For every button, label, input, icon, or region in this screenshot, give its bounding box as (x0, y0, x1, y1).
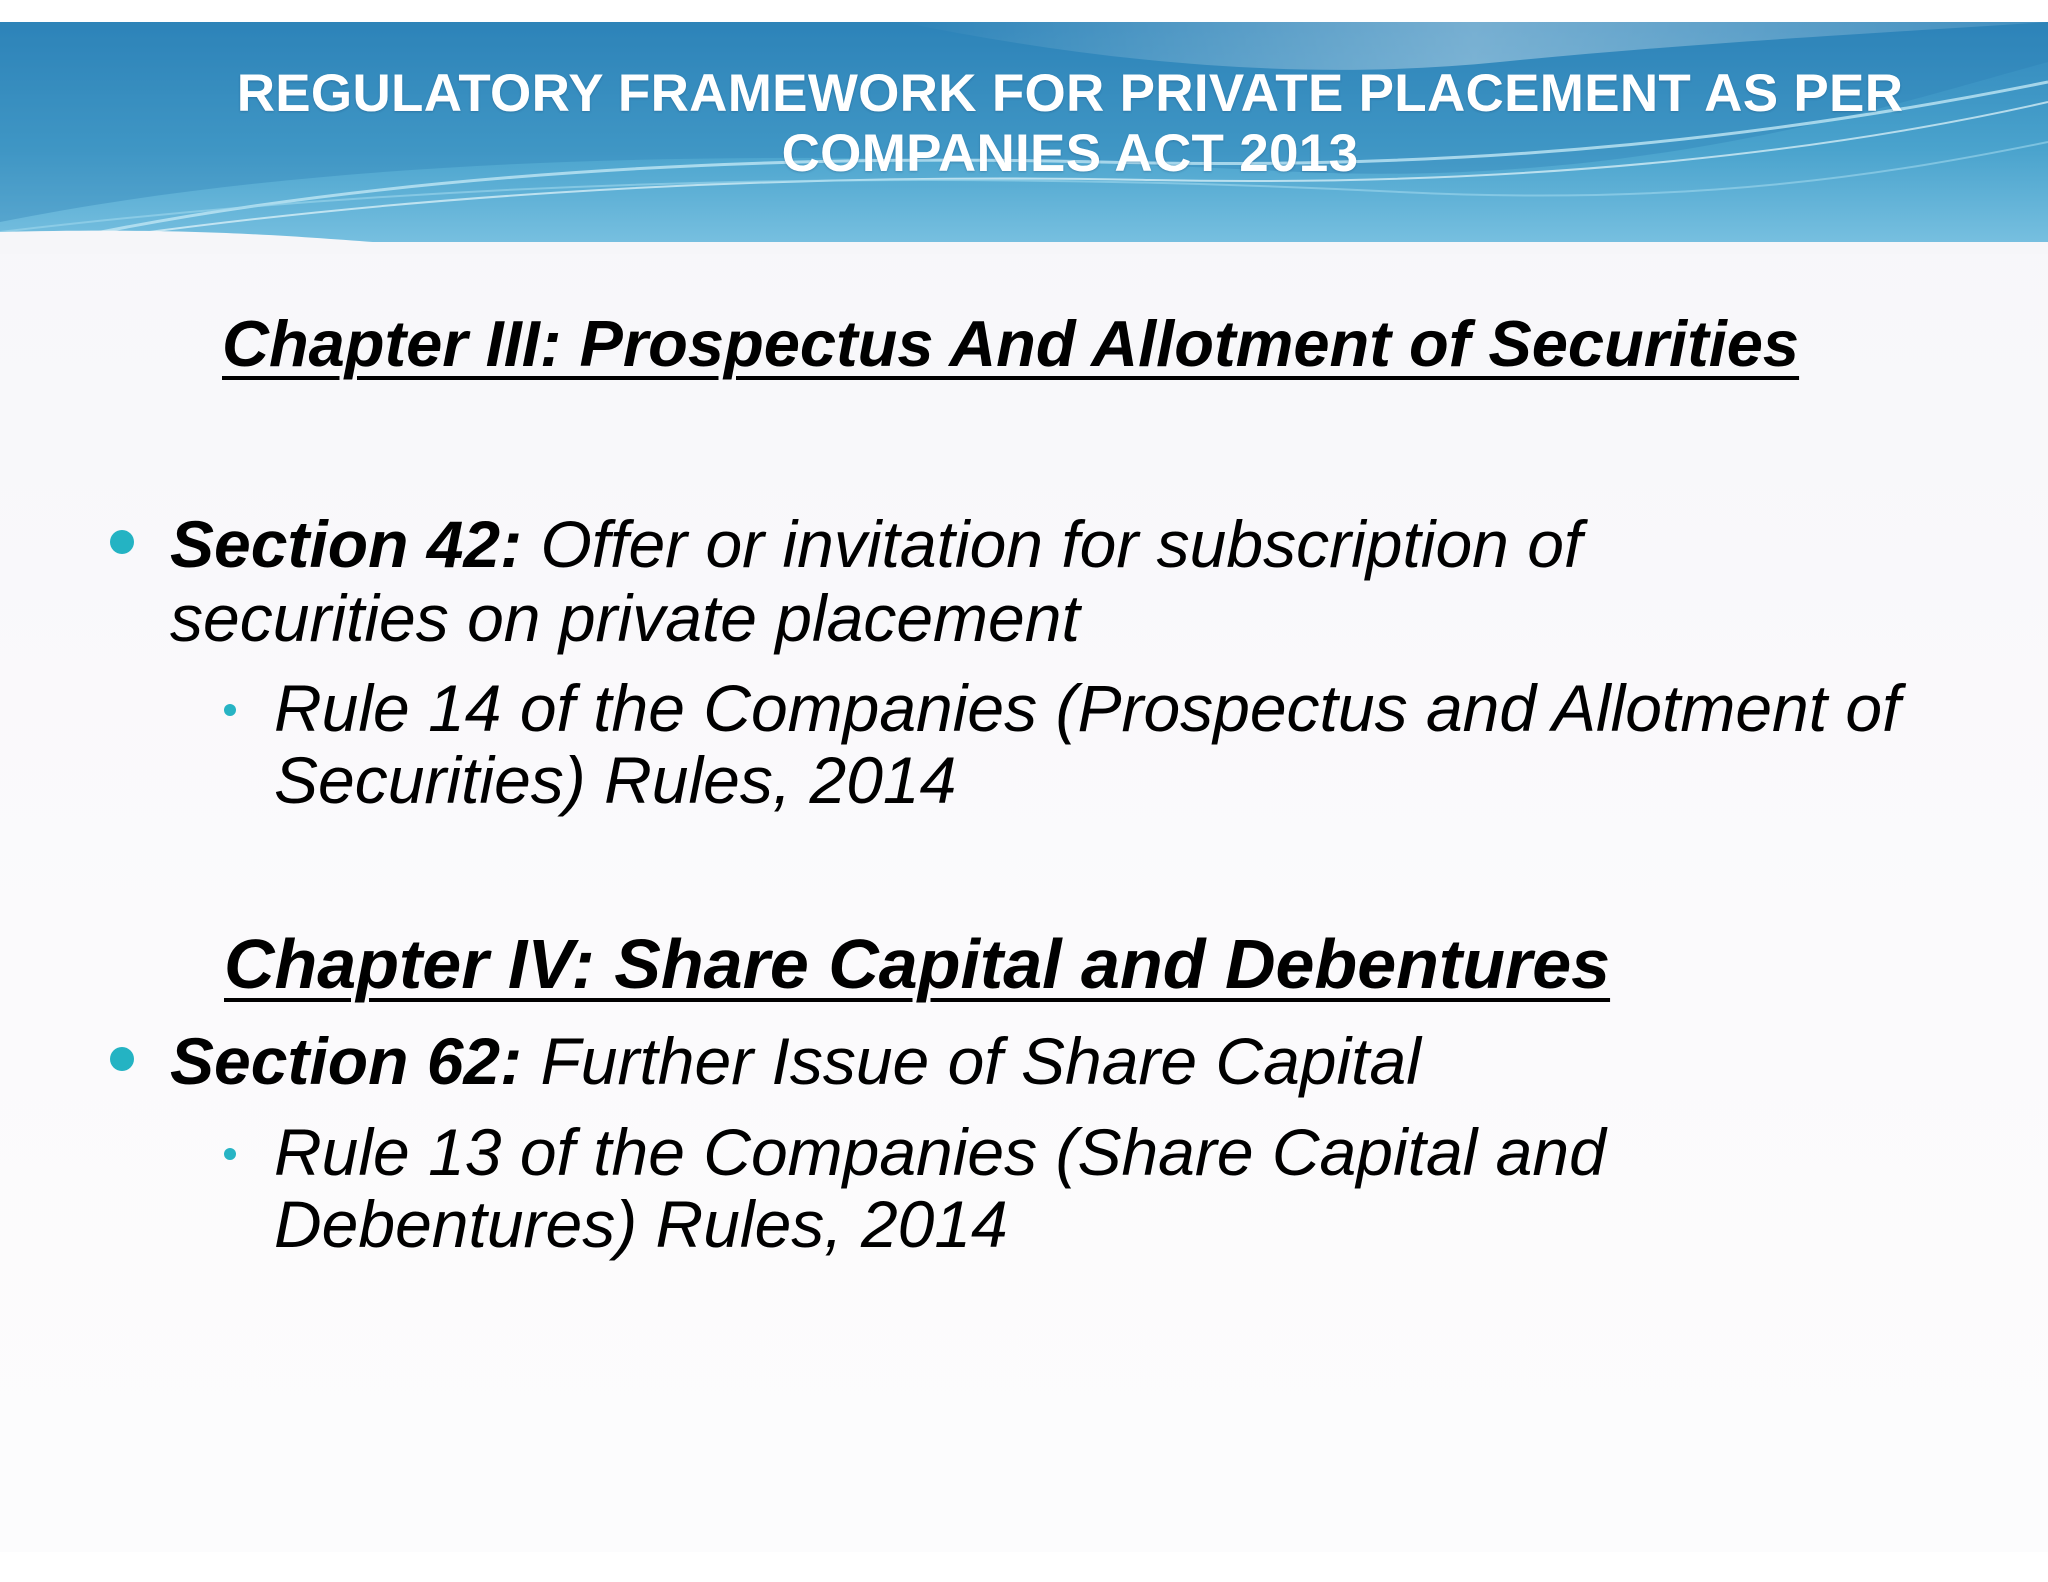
slide (0, 22, 2048, 1552)
chapter-3-heading: Chapter III: Prospectus And Allotment of Securities (222, 307, 1800, 380)
title-banner (0, 22, 2048, 254)
rule-14-text: Rule 14 of the Companies (Prospectus and Allotment of Securities) Rules, 2014 (274, 671, 1901, 817)
section-label: Section 62: (170, 1024, 523, 1098)
section-text: Offer or invitation for subscription of securities on private placement (170, 507, 1583, 655)
rule-13-text: Rule 13 of the Companies (Share Capital and Debentures) Rules, 2014 (274, 1115, 1606, 1261)
section-42-bullet (170, 507, 1730, 655)
section-text: Further Issue of Share Capital (522, 1024, 1421, 1098)
sub-bullet-icon (224, 1148, 236, 1160)
bullet-icon (110, 1047, 134, 1071)
bullet-icon (110, 530, 134, 554)
chapter-4-heading: Chapter IV: Share Capital and Debentures (224, 925, 1611, 1003)
section-label: Section 42: (170, 507, 523, 581)
slide-title: REGULATORY FRAMEWORK FOR PRIVATE PLACEMENT AS PER COMPANIES ACT 2013 (236, 64, 1904, 183)
sub-bullet-icon (224, 704, 236, 716)
section-62-bullet (170, 1024, 1730, 1098)
